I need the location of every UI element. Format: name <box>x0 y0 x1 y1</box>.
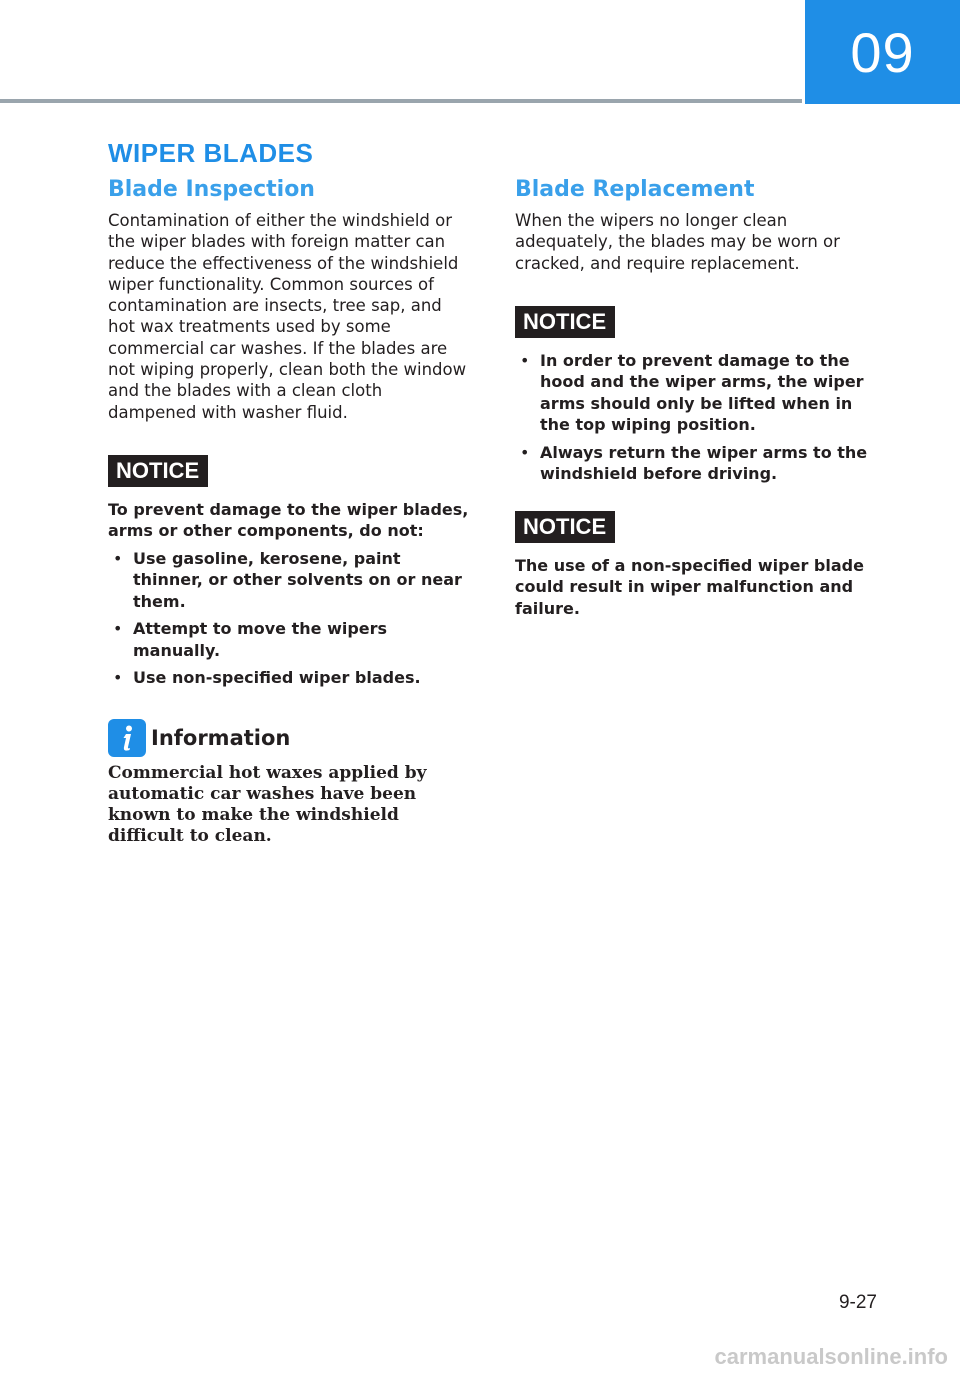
notice-text: The use of a non-specified wiper blade could result in wiper malfunction and failure. <box>515 555 864 618</box>
page-number: 9-27 <box>838 1292 877 1313</box>
chapter-number: 09 <box>850 20 915 84</box>
blade-replacement-paragraph: When the wipers no longer clean adequately, the blades may be worn or cracked, and require replacement. <box>515 211 840 273</box>
chapter-tab <box>805 0 960 104</box>
header-rule <box>0 99 802 103</box>
right-column <box>515 176 875 625</box>
bullet: • <box>520 350 530 370</box>
notice-block <box>515 511 875 620</box>
notice-label: NOTICE <box>515 306 615 338</box>
list-item: • Use gasoline, kerosene, paint thinner, or other solvents on or near them. <box>113 548 462 611</box>
notice-list <box>108 548 473 689</box>
bullet: • <box>113 619 123 639</box>
notice-label: NOTICE <box>515 511 615 543</box>
blade-inspection-heading: Blade Inspection <box>108 177 315 202</box>
blade-inspection-paragraph: Contamination of either the windshield or the wiper blades with foreign matter can reduce the effectiveness of the windshield wiper functionality. Common sources of contamination are insects, tree sap, and hot wax treatments used by some commercial car washes. If the blades are not wiping properly, clean both the window and the blades with a clean cloth dampened with washer fluid. <box>108 211 467 422</box>
blade-replacement-heading: Blade Replacement <box>515 177 755 202</box>
list-item: • Attempt to move the wipers manually. <box>113 619 388 660</box>
list-item: • In order to prevent damage to the hood and the wiper arms, the wiper arms should only be lifted when in the top wiping position. <box>520 350 864 435</box>
info-icon <box>108 719 146 757</box>
list-item: • Always return the wiper arms to the windshield before driving. <box>520 442 868 484</box>
information-title: Information <box>151 725 291 750</box>
section-title: WIPER BLADES <box>108 138 314 168</box>
watermark: carmanualsonline.info <box>714 1344 948 1369</box>
notice-lead: To prevent damage to the wiper blades, arms or other components, do not: <box>108 499 469 541</box>
information-text: Commercial hot waxes applied by automatic car washes have been known to make the windshield difficult to clean. <box>108 762 427 846</box>
list-item: • Use non-specified wiper blades. <box>113 668 421 688</box>
bullet: • <box>113 548 123 568</box>
bullet: • <box>520 442 530 462</box>
information-header <box>108 719 473 757</box>
notice-block <box>108 455 473 689</box>
notice-list <box>515 350 875 485</box>
left-column <box>108 176 473 847</box>
notice-label: NOTICE <box>108 455 208 487</box>
bullet: • <box>113 668 123 688</box>
notice-block <box>515 306 875 485</box>
